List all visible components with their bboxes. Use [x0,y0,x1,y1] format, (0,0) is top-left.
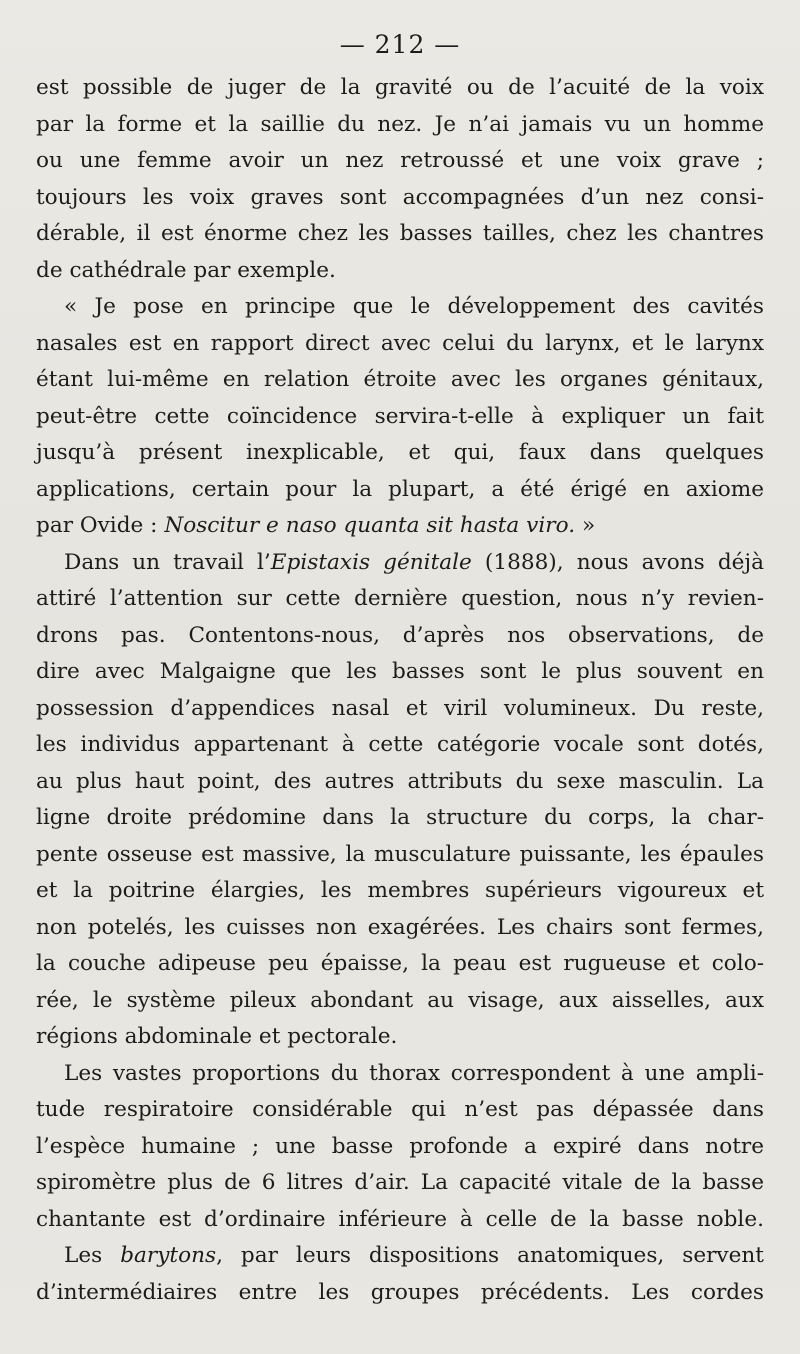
text-line: par la forme et la saillie du nez. Je n’ai jamais vu un homme [36,111,764,137]
text-line: applications, certain pour la plupart, a été érigé en axiome [36,476,764,502]
text-line: toujours les voix graves sont accompagnées d’un nez consi- [36,184,764,210]
text-line [36,1238,764,1275]
text-segment: (1888), nous avons déjà [471,549,764,575]
work-title: Epistaxis génitale [270,549,472,575]
text-line: rée, le système pileux abondant au visage, aux aisselles, aux [36,987,764,1013]
text-segment: » [575,513,596,538]
text-line: l’espèce humaine ; une basse profonde a expiré dans notre [36,1133,764,1159]
text-line: régions abdominale et pectorale. [36,1024,398,1049]
text-line: au plus haut point, des autres attributs du sexe masculin. La [36,768,764,794]
text-line: « Je pose en principe que le développement des cavités [64,294,764,319]
text-segment: par Ovide : [36,513,165,538]
text-line: dire avec Malgaigne que les basses sont le plus souvent en [36,659,764,684]
text-line: les individus appartenant à cette catégorie vocale sont dotés, [36,732,764,757]
text-line: spiromètre plus de 6 litres d’air. La capacité vitale de la basse [36,1170,764,1195]
text-line: dérable, il est énorme chez les basses tailles, chez les chantres [36,221,764,246]
latin-quote: Noscitur e naso quanta sit hasta viro. [164,513,576,538]
text-segment: Les [64,1243,121,1268]
text-line: ligne droite prédomine dans la structure du corps, la char- [36,805,764,830]
text-line: attiré l’attention sur cette dernière question, nous n’y revien- [36,586,764,611]
text-line: peut-être cette coïncidence servira-t-elle à expliquer un fait [36,403,764,429]
text-line: non potelés, les cuisses non exagérées. Les chairs sont fermes, [36,914,764,940]
text-line: drons pas. Contentons-nous, d’après nos observations, de [36,622,764,648]
text-line: jusqu’à présent inexplicable, et qui, faux dans quelques [36,440,764,465]
text-line: ou une femme avoir un nez retroussé et une voix grave ; [36,148,764,173]
body-text [36,70,764,1311]
page-number: — 212 — [339,30,461,59]
text-line: chantante est d’ordinaire inférieure à celle de la basse noble. [36,1206,764,1232]
text-line: Les vastes proportions du thorax correspondent à une ampli- [64,1060,764,1086]
text-segment: , par leurs dispositions anatomiques, servent [216,1243,764,1268]
text-line: est possible de juger de la gravité ou de l’acuité de la voix [36,75,764,100]
text-line: pente osseuse est massive, la musculature puissante, les épaules [36,841,764,867]
text-line: la couche adipeuse peu épaisse, la peau est rugueuse et colo- [36,951,764,976]
text-line: possession d’appendices nasal et viril volumineux. Du reste, [36,695,764,721]
text-line: nasales est en rapport direct avec celui du larynx, et le larynx [36,330,764,356]
text-line [36,508,764,545]
text-segment: Dans un travail l’ [64,549,271,575]
text-line: de cathédrale par exemple. [36,257,336,283]
text-line: tude respiratoire considérable qui n’est pas dépassée dans [36,1097,764,1122]
text-line: d’intermédiaires entre les groupes précédents. Les cordes [36,1279,764,1305]
emphasized-term: barytons [120,1243,217,1268]
text-line [36,545,764,582]
text-line: étant lui-même en relation étroite avec les organes génitaux, [36,367,764,392]
text-line: et la poitrine élargies, les membres supérieurs vigoureux et [36,878,764,903]
